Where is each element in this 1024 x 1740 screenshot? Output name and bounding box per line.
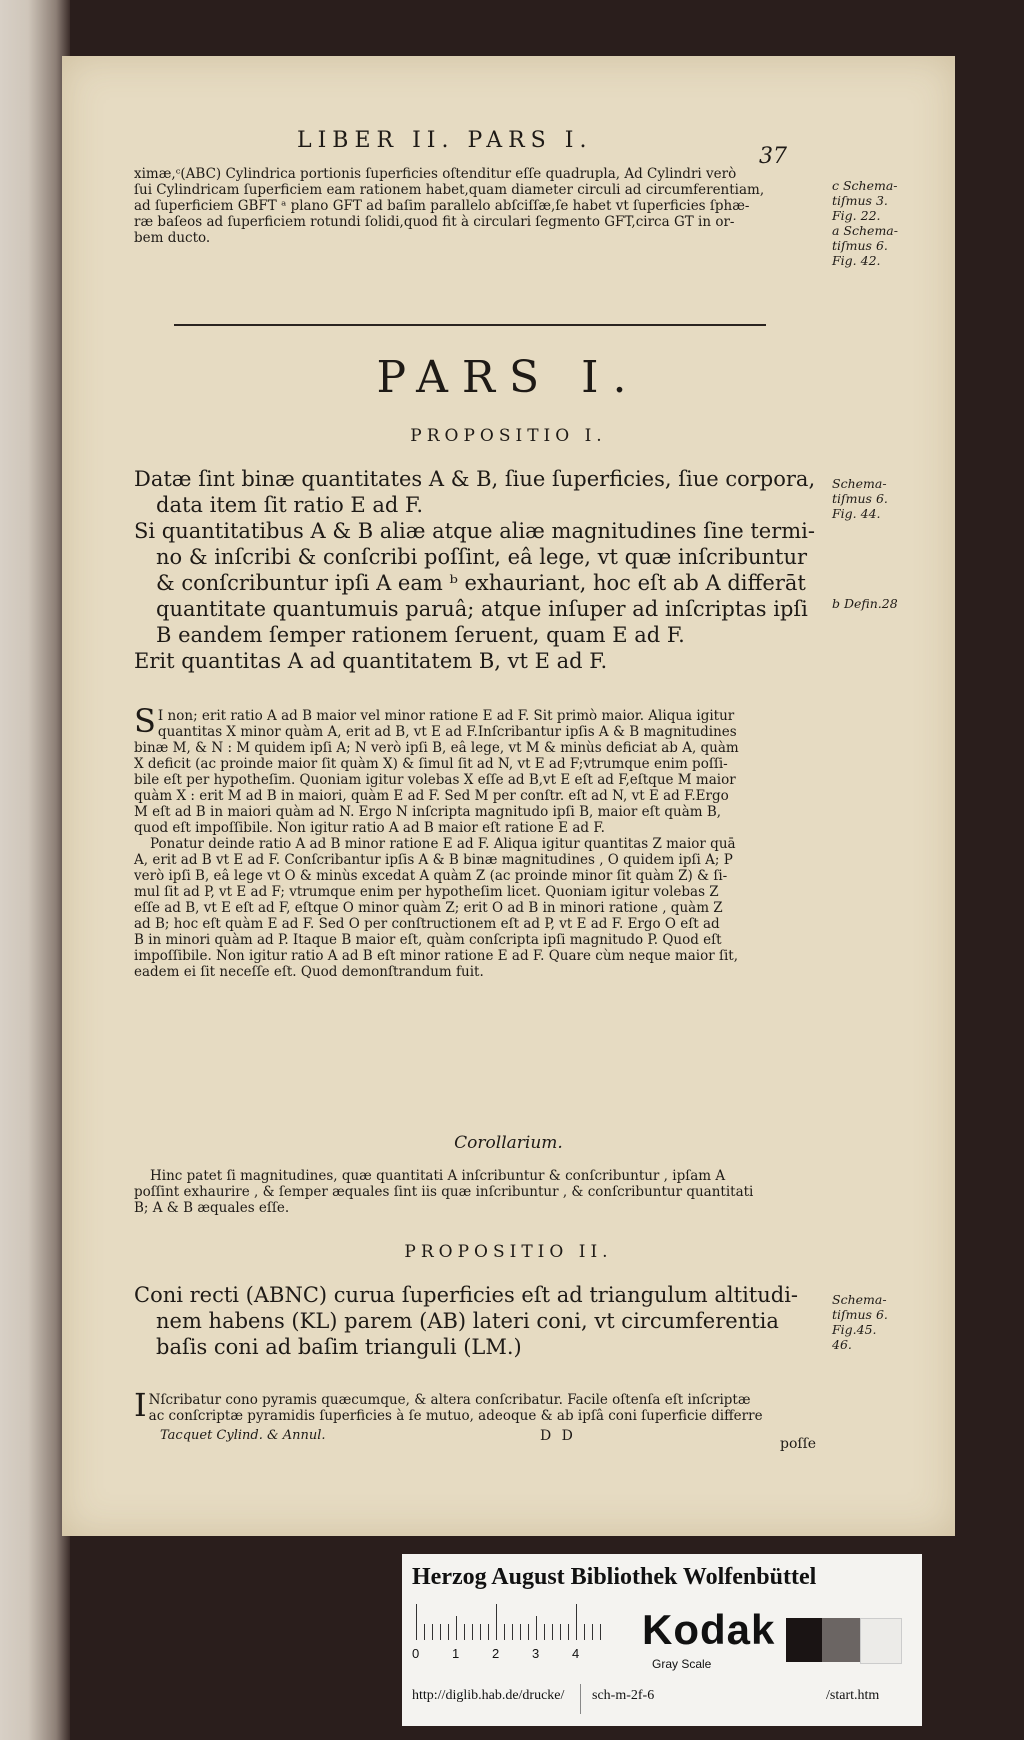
proposition-2-proof: I Nſcribatur cono pyramis quæcumque, & altera conſcribatur. Facile oſtenſa eſt inſcriptæ ac conſcriptæ pyramidis ſuperficies à ſe mutuo, adeoque & ab ipſâ coni ſuperficie differre (134, 1386, 763, 1424)
proposition-1-statement (134, 466, 838, 674)
gray-patch-black (786, 1618, 822, 1662)
catchword: poſſe (780, 1436, 817, 1452)
library-name: Herzog August Bibliothek Wolfenbüttel (412, 1564, 817, 1590)
statement-line: baſis coni ad baſim trianguli (LM.) (156, 1335, 522, 1359)
statement-line: Coni recti (ABNC) curua ſuperficies eſt ad triangulum altitudi- (134, 1283, 799, 1307)
url-divider (580, 1684, 581, 1714)
gray-patch-light (860, 1618, 902, 1664)
margin-note-prop2: Schema- tiſmus 6. Fig.45. 46. (832, 1292, 888, 1352)
proposition-2-statement (134, 1282, 838, 1360)
dropcap: S (134, 702, 156, 740)
text-line: ræ baſeos ad ſuperficiem rotundi ſolidi,quod fit à circulari ſegmento GFT,circa GT in or- (134, 214, 735, 230)
statement-line: nem habens (KL) parem (AB) lateri coni, vt circumferentia (156, 1309, 779, 1333)
color-calibration-target (402, 1554, 922, 1726)
scale-number: 1 (452, 1646, 460, 1661)
statement-line: Datæ ſint binæ quantitates A & B, ſiue ſuperficies, ſiue corpora, (134, 467, 816, 491)
running-head: LIBER II. PARS I. (297, 128, 593, 153)
text-line: ſui Cylindricam ſuperficiem eam rationem habet,quam diameter circuli ad circumferentiam, (134, 182, 765, 198)
pars-title: PARS I. (376, 352, 641, 403)
text-line: ximæ,ᶜ(ABC) Cylindrica portionis ſuperficies oſtenditur eſſe quadrupla, Ad Cylindri verò (134, 166, 737, 182)
kodak-logo: Kodak (642, 1606, 776, 1653)
book-page (62, 56, 955, 1536)
intro-paragraph (134, 166, 838, 246)
scale-number: 0 (412, 1646, 420, 1661)
statement-line: no & inſcribi & conſcribi poſſint, eâ lege, vt quæ inſcribuntur (156, 545, 808, 569)
margin-note-prop1: Schema- tiſmus 6. Fig. 44. (832, 476, 888, 521)
proposition-1-title: PROPOSITIO I. (410, 426, 607, 446)
scale-number: 2 (492, 1646, 500, 1661)
statement-line: Erit quantitas A ad quantitatem B, vt E ad F. (134, 649, 608, 673)
statement-line: Si quantitatibus A & B aliæ atque aliæ magnitudines ſine termi- (134, 519, 815, 543)
url-base: http://diglib.hab.de/drucke/ (412, 1688, 565, 1703)
page-number: 37 (759, 144, 787, 169)
statement-line: & conſcribuntur ipſi A eam ᵇ exhauriant, hoc eſt ab A differāt (156, 571, 806, 595)
text-line: bem ducto. (134, 230, 211, 246)
footer-author: Tacquet Cylind. & Annul. (160, 1428, 326, 1443)
proposition-1-proof: S I non; erit ratio A ad B maior vel minor ratione E ad F. Sit primò maior. Aliqua igitur quantitas X minor quàm A, erit ad B, vt E ad F.Inſcribantur ipſis A & B magnitudines binæ M, & N : M quidem ipſi A; N verò ipſi B, eâ lege, vt M & minùs deficiat ab A, quàm X deficit (ac proinde maior ſit quàm X) & ſimul ſit ad N, vt E ad F;vtrumque enim poſſi- bile eſt per hypotheſim. Quoniam igitur volebas X eſſe ad B,vt E eſt ad F,eſtque M maior quàm X : erit M ad B in maiori, quàm E ad F. Sed M per conſtr. eſt ad N, vt E ad F.Ergo M eſt ad B in maiori quàm ad N. Ergo N inſcripta magnitudo ipſi B, maior eſt quàm B, quod eſt impoſſibile. Non igitur ratio A ad B maior eſt ratione E ad F. Ponatur deinde ratio A ad B minor ratione E ad F. Aliqua igitur quantitas Z maior quā A, erit ad B vt E ad F. Conſcribantur ipſis A & B binæ magnitudines , O quidem ipſi A; P verò ipſi B, eâ lege vt O & minùs excedat A quàm Z (ac proinde minor ſit quàm Z) & ſi- mul ſit ad P, vt E ad F; vtrumque enim per hypotheſim licet. Quoniam igitur volebas Z eſſe ad B, vt E eſt ad F, eſtque O minor quàm Z; erit O ad B in minori ratione , quàm Z ad B; hoc eſt quàm E ad F. Sed O per conſtructionem eſt ad P, vt E ad F. Ergo O eſt ad B in minori quàm ad P. Itaque B maior eſt, quàm conſcripta ipſi magnitudo P. Quod eſt impoſſibile. Non igitur ratio A ad B eſt minor ratione E ad F. Quare cùm neque maior ſit, eadem ei ſit neceſſe eſt. Quod demonſtrandum fuit. (134, 702, 739, 980)
scale-ruler (416, 1604, 606, 1640)
statement-line: quantitate quantumuis paruâ; atque inſuper ad inſcriptas ipſi (156, 597, 808, 621)
margin-note-definition: b Defin.28 (832, 596, 898, 611)
gray-patch-mid (822, 1618, 860, 1662)
dropcap: I (134, 1386, 147, 1424)
url-end: /start.htm (826, 1688, 880, 1703)
signature-mark: D D (540, 1428, 576, 1444)
corollary-text: Hinc patet ſi magnitudines, quæ quantitati A inſcribuntur & conſcribuntur , ipſam A poſſint exhaurire , & ſemper æquales ſint iis quæ inſcribuntur , & conſcribuntur quantitati B; A & B æquales eſſe. (134, 1168, 754, 1216)
text-line: ad ſuperficiem GBFT ᵃ plano GFT ad baſim parallelo abſciſſæ,ſe habet vt ſuperficies ſphæ- (134, 198, 750, 214)
book-binding-edge (0, 0, 70, 1740)
scale-number: 3 (532, 1646, 540, 1661)
url-id: sch-m-2f-6 (592, 1688, 655, 1703)
margin-note-intro: c Schema- tiſmus 3. Fig. 22. a Schema- tiſmus 6. Fig. 42. (832, 178, 898, 268)
section-divider (174, 324, 766, 326)
proposition-2-title: PROPOSITIO II. (404, 1242, 613, 1262)
scale-number: 4 (572, 1646, 580, 1661)
statement-line: data item ſit ratio E ad F. (156, 493, 424, 517)
statement-line: B eandem ſemper rationem ſeruent, quam E ad F. (156, 623, 685, 647)
gray-scale-label: Gray Scale (652, 1657, 712, 1671)
corollary-title: Corollarium. (454, 1133, 563, 1153)
